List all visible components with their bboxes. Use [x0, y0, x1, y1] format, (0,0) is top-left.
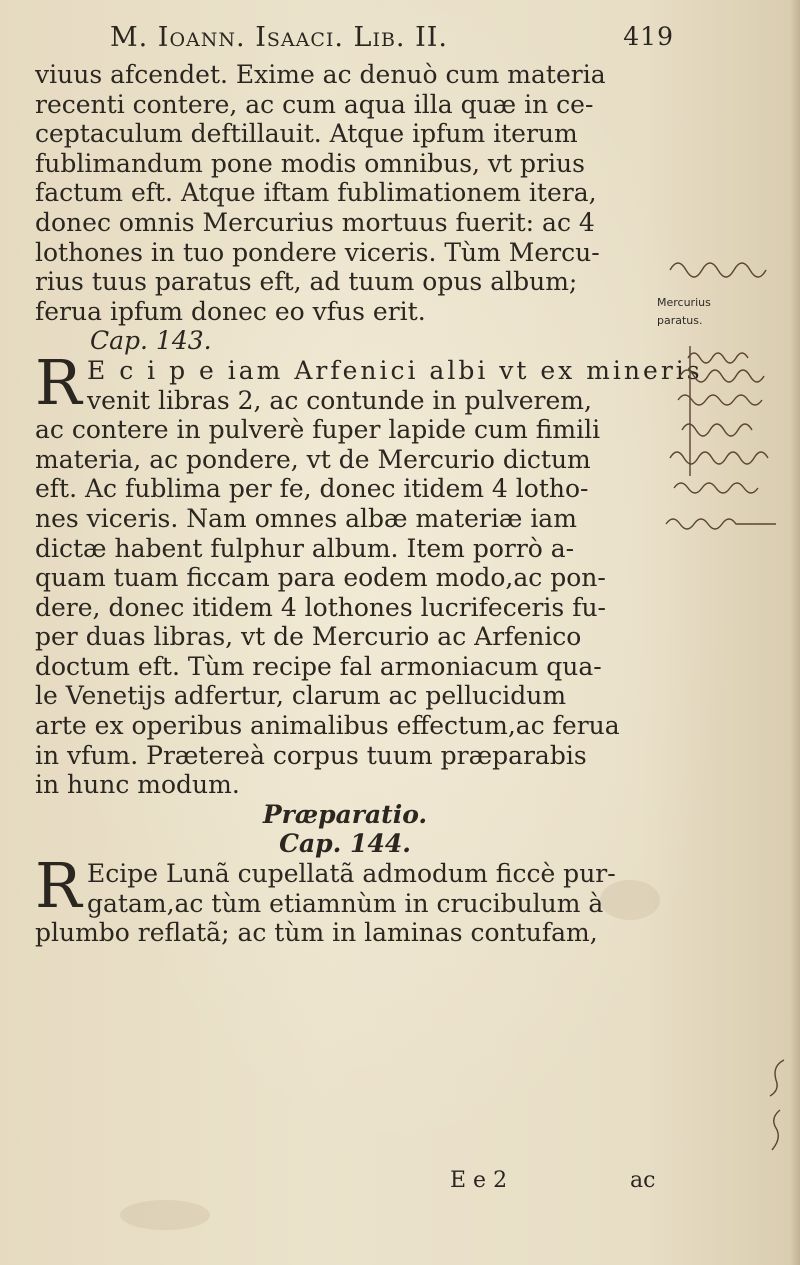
text-line: viuus afcendet. Exime ac denuò cum materia [35, 60, 606, 89]
text-line: venit libras 2, ac contunde in pulverem, [87, 385, 592, 415]
signature-mark: E e 2 [450, 1168, 508, 1193]
text-line: dere, donec itidem 4 lothones lucrifeceris fu- [35, 592, 607, 622]
chapter-heading-143: Cap. 143. [90, 326, 212, 356]
text-line: fublimandum pone modis omnibus, vt prius [35, 148, 585, 178]
chapter-heading-144: Cap. 144. [279, 829, 411, 859]
text-line: per duas libras, vt de Mercurio ac Arfenico [35, 622, 582, 652]
text-line: ac contere in pulverè fuper lapide cum fimili [35, 415, 601, 445]
handwritten-annotation [760, 1050, 796, 1170]
handwritten-annotation [660, 250, 800, 590]
text-line: ceptaculum deftillauit. Atque ipfum iterum [35, 119, 578, 149]
text-line: nes viceris. Nam omnes albæ materiæ iam [35, 503, 577, 533]
text-line: plumbo reflatã; ac tùm in laminas contufam, [35, 918, 598, 948]
text-line: in hunc modum. [35, 770, 240, 800]
text-line: materia, ac pondere, vt de Mercurio dictum [35, 444, 591, 474]
text-line-content: Ecipe Lunã cupellatã admodum ficcè pur- [87, 859, 616, 889]
paper-stain [120, 1200, 210, 1230]
text-line: quam tuam ficcam para eodem modo,ac pon- [35, 563, 606, 593]
text-line: le Venetijs adfertur, clarum ac pellucidum [35, 681, 567, 711]
text-line-content: E c i p e iam Arfenici albi vt ex mineris [87, 355, 703, 385]
section-heading-praeparatio: Præparatio. [262, 799, 428, 829]
body-text [35, 60, 703, 948]
text-line: dictæ habent fulphur album. Item porrò a- [35, 533, 575, 563]
text-line: in vfum. Prætereà corpus tuum præparabis [35, 740, 587, 770]
printed-marginal-note: paratus. [657, 314, 703, 327]
text-line: doctum eft. Tùm recipe fal armoniacum qua- [35, 651, 602, 681]
running-head [110, 22, 674, 53]
text-line: gatam,ac tùm etiamnùm in crucibulum à [87, 888, 604, 918]
text-line: recenti contere, ac cum aqua illa quæ in ce- [35, 89, 594, 119]
text-line: ferua ipfum donec eo vfus erit. [35, 296, 426, 326]
text-line: lothones in tuo pondere viceris. Tùm Mercu- [35, 237, 600, 267]
text-line: rius tuus paratus eft, ad tuum opus album; [35, 267, 578, 297]
running-title: M. Ioann. Isaaci. Lib. II. [110, 22, 448, 53]
text-line: arte ex operibus animalibus effectum,ac ferua [35, 711, 620, 741]
catchword: ac [630, 1168, 656, 1193]
text-line: eft. Ac fublima per fe, donec itidem 4 lotho- [35, 474, 589, 504]
text-line: donec omnis Mercurius mortuus fuerit: ac 4 [35, 207, 595, 237]
printed-marginal-note: Mercurius [657, 296, 711, 309]
page-number: 419 [623, 22, 674, 51]
text-line: factum eft. Atque iftam fublimationem itera, [35, 178, 597, 208]
drop-capital: R [35, 345, 82, 419]
drop-capital: R [35, 849, 82, 923]
